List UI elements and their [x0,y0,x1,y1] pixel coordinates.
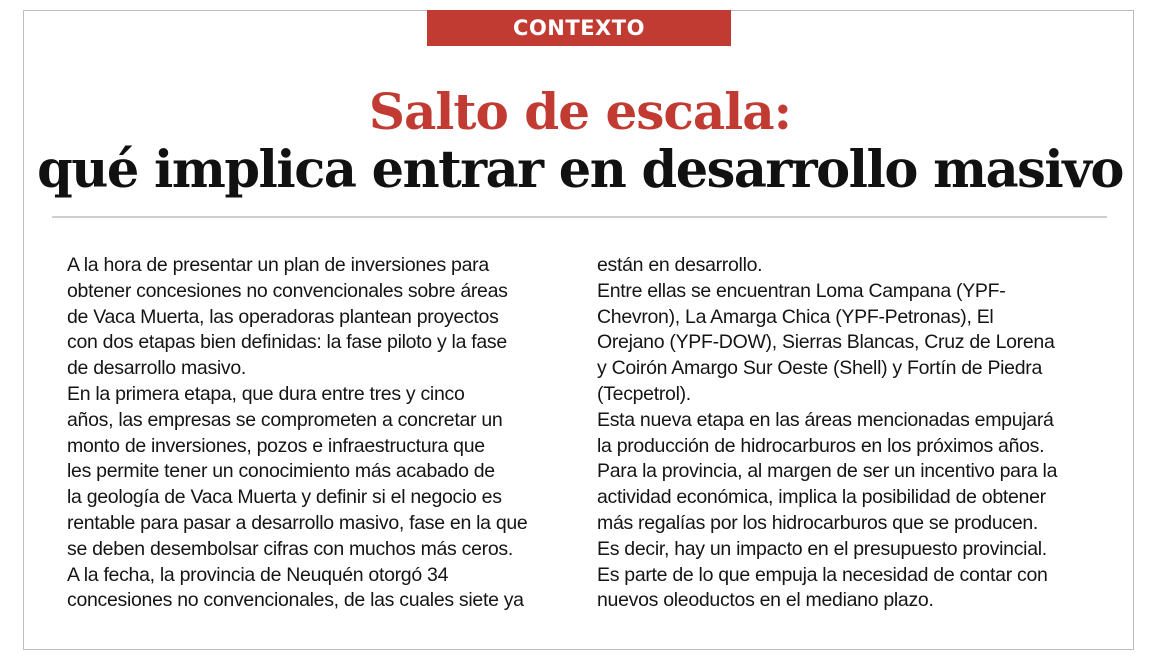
text-line: Es decir, hay un impacto en el presupuesto provincial. [597,537,1047,560]
text-line: más regalías por los hidrocarburos que se producen. [597,511,1039,534]
text-line: y Coirón Amargo Sur Oeste (Shell) y Fortín de Piedra [597,357,1043,380]
body-column-left [67,253,567,614]
headline-line-2: qué implica entrar en desarrollo masivo [37,140,1123,200]
text-line: Entre ellas se encuentran Loma Campana (YPF- [597,279,1006,302]
text-line: están en desarrollo. [597,254,763,276]
text-line: A la hora de presentar un plan de inversiones para [67,254,489,276]
text-line: (Tecpetrol). [597,382,691,405]
text-line: la geología de Vaca Muerta y definir si el negocio es [67,486,502,509]
text-line: de desarrollo masivo. [67,357,247,380]
section-tag: CONTEXTO [427,10,731,46]
text-line: de Vaca Muerta, las operadoras plantean proyectos [67,305,499,328]
text-line: Para la provincia, al margen de ser un incentivo para la [597,460,1058,483]
text-line: obtener concesiones no convencionales sobre áreas [67,279,508,302]
text-line: nuevos oleoductos en el mediano plazo. [597,589,934,612]
text-line: años, las empresas se comprometen a concretar un [67,408,503,431]
headline-line-1: Salto de escala: [368,82,792,141]
text-line: Orejano (YPF-DOW), Sierras Blancas, Cruz de Lorena [597,331,1055,354]
text-line: monto de inversiones, pozos e infraestructura que [67,434,485,457]
divider [52,216,1107,218]
text-line: actividad económica, implica la posibilidad de obtener [597,486,1046,509]
text-line: concesiones no convencionales, de las cuales siete ya [67,589,524,612]
text-line: se deben desembolsar cifras con muchos más ceros. [67,537,513,560]
text-line: rentable para pasar a desarrollo masivo, fase en la que [67,511,528,534]
text-line: A la fecha, la provincia de Neuquén otorgó 34 [67,563,449,586]
text-line: la producción de hidrocarburos en los próximos años. [597,434,1045,457]
text-line: les permite tener un conocimiento más acabado de [67,460,495,483]
text-line: con dos etapas bien definidas: la fase piloto y la fase [67,331,507,354]
text-line: Chevron), La Amarga Chica (YPF-Petronas), El [597,305,994,328]
text-line: En la primera etapa, que dura entre tres y cinco [67,382,465,405]
text-line: Es parte de lo que empuja la necesidad de contar con [597,563,1048,586]
body-column-right [597,253,1097,614]
text-line: Esta nueva etapa en las áreas mencionadas empujará [597,408,1054,431]
